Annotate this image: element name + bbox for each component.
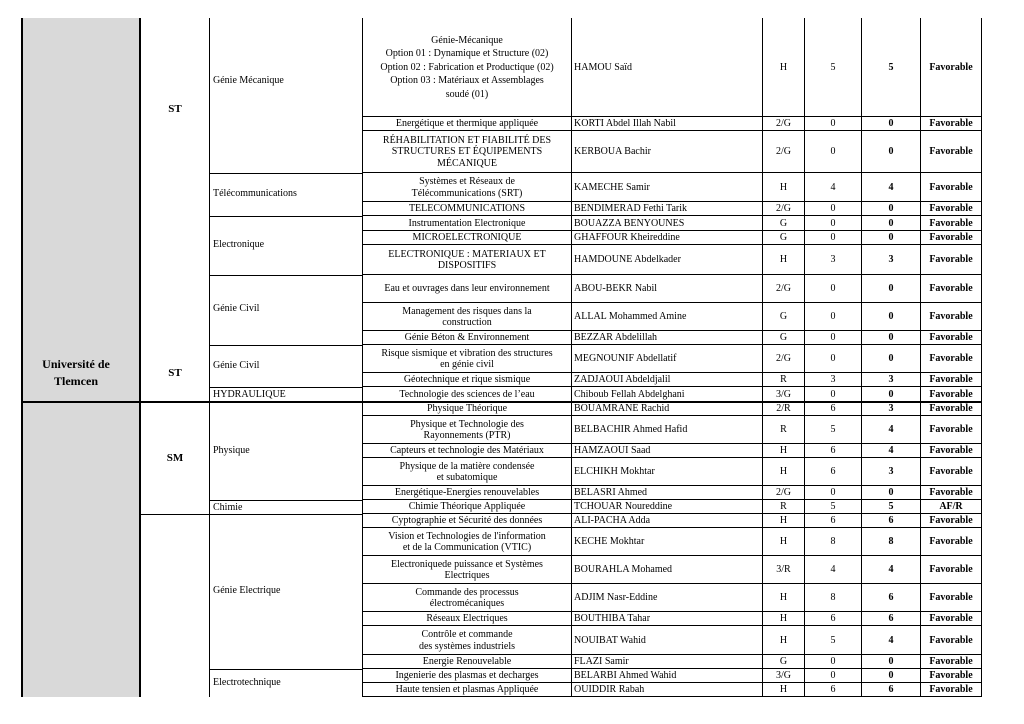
responsable-cell: FLAZI Samir bbox=[574, 656, 629, 668]
approved-count-cell: 8 bbox=[888, 536, 894, 548]
specialite-cell: Haute tensien et plasmas Appliquée bbox=[395, 684, 539, 696]
count-cell: 0 bbox=[830, 203, 836, 215]
count-cell: 0 bbox=[830, 118, 836, 130]
specialite-cell: Energétique et thermique appliquée bbox=[395, 118, 539, 130]
count-cell: 0 bbox=[830, 146, 836, 158]
approved-count-cell: 0 bbox=[888, 283, 894, 295]
count-cell: 5 bbox=[830, 61, 836, 73]
avis-cell: Favorable bbox=[929, 684, 973, 696]
approved-count-cell: 5 bbox=[888, 501, 894, 513]
responsable-cell: HAMOU Saïd bbox=[574, 61, 633, 73]
count-cell: 4 bbox=[830, 564, 836, 576]
responsable-cell: NOUIBAT Wahid bbox=[574, 634, 646, 646]
specialite-cell: Physique de la matière condensée et subatomique bbox=[399, 460, 535, 483]
count-cell: 5 bbox=[830, 501, 836, 513]
responsable-cell: KORTI Abdel Illah Nabil bbox=[574, 118, 676, 130]
specialite-cell: Technologie des sciences de l’eau bbox=[399, 388, 535, 400]
approved-count-cell: 3 bbox=[888, 254, 894, 266]
avis-cell: Favorable bbox=[929, 445, 973, 457]
table-row bbox=[0, 669, 1024, 683]
responsable-cell: BOURAHLA Mohamed bbox=[574, 564, 673, 576]
avis-cell: AF/R bbox=[939, 501, 963, 513]
filiere-label: Génie Electrique bbox=[213, 585, 281, 596]
row-divider bbox=[363, 696, 982, 697]
filiere-label: HYDRAULIQUE bbox=[213, 389, 286, 400]
grade-cell: R bbox=[780, 374, 787, 386]
table-row bbox=[0, 528, 1024, 556]
responsable-cell: KAMECHE Samir bbox=[574, 181, 650, 193]
approved-count-cell: 4 bbox=[888, 634, 894, 646]
approved-count-cell: 6 bbox=[888, 592, 894, 604]
approved-count-cell: 0 bbox=[888, 217, 894, 229]
responsable-cell: KECHE Mokhtar bbox=[574, 536, 645, 548]
grade-cell: H bbox=[779, 684, 788, 696]
approved-count-cell: 0 bbox=[888, 670, 894, 682]
count-cell: 0 bbox=[830, 217, 836, 229]
grade-cell: H bbox=[779, 181, 788, 193]
specialite-cell: Physique Théorique bbox=[426, 403, 508, 415]
count-cell: 0 bbox=[830, 311, 836, 323]
approved-count-cell: 4 bbox=[888, 564, 894, 576]
responsable-cell: BELARBI Ahmed Wahid bbox=[574, 670, 677, 682]
responsable-cell: BOUAZZA BENYOUNES bbox=[574, 217, 685, 229]
filiere-label: Electrotechnique bbox=[213, 677, 281, 688]
grade-cell: H bbox=[779, 254, 788, 266]
count-cell: 8 bbox=[830, 592, 836, 604]
count-cell: 6 bbox=[830, 684, 836, 696]
avis-cell: Favorable bbox=[929, 613, 973, 625]
approved-count-cell: 6 bbox=[888, 515, 894, 527]
table-row bbox=[0, 416, 1024, 444]
specialite-cell: Physique et Technologie des Rayonnements (PTR) bbox=[410, 418, 524, 441]
avis-cell: Favorable bbox=[929, 118, 973, 130]
approved-count-cell: 5 bbox=[888, 61, 894, 73]
approved-count-cell: 0 bbox=[888, 388, 894, 400]
specialite-cell: Energie Renouvelable bbox=[422, 656, 512, 668]
specialite-cell: Electroniquede puissance et Systèmes Electriques bbox=[391, 558, 543, 581]
table-row bbox=[0, 402, 1024, 416]
responsable-cell: OUIDDIR Rabah bbox=[574, 684, 645, 696]
avis-cell: Favorable bbox=[929, 656, 973, 668]
grade-cell: 2/G bbox=[776, 146, 791, 158]
count-cell: 0 bbox=[830, 670, 836, 682]
avis-cell: Favorable bbox=[929, 254, 973, 266]
table-row bbox=[0, 584, 1024, 612]
count-cell: 0 bbox=[830, 388, 836, 400]
count-cell: 3 bbox=[830, 254, 836, 266]
count-cell: 0 bbox=[830, 283, 836, 295]
avis-cell: Favorable bbox=[929, 403, 973, 415]
table-row bbox=[0, 131, 1024, 173]
responsable-cell: BEZZAR Abdelillah bbox=[574, 332, 658, 344]
approved-count-cell: 6 bbox=[888, 613, 894, 625]
table-row bbox=[0, 683, 1024, 697]
responsable-cell: KERBOUA Bachir bbox=[574, 146, 651, 158]
specialite-cell: TELECOMMUNICATIONS bbox=[408, 203, 526, 215]
table-row bbox=[0, 626, 1024, 655]
table-row bbox=[0, 117, 1024, 131]
grade-cell: G bbox=[779, 332, 788, 344]
grade-cell: H bbox=[779, 634, 788, 646]
count-cell: 0 bbox=[830, 232, 836, 244]
specialite-cell: MICROELECTRONIQUE bbox=[412, 232, 522, 244]
avis-cell: Favorable bbox=[929, 374, 973, 386]
count-cell: 0 bbox=[830, 656, 836, 668]
approved-count-cell: 0 bbox=[888, 332, 894, 344]
grade-cell: 3/G bbox=[776, 670, 791, 682]
count-cell: 6 bbox=[830, 466, 836, 478]
responsable-cell: ZADJAOUI Abdeldjalil bbox=[574, 374, 671, 386]
approved-count-cell: 3 bbox=[888, 403, 894, 415]
responsable-cell: ELCHIKH Mokhtar bbox=[574, 466, 655, 478]
responsable-cell: ABOU-BEKR Nabil bbox=[574, 283, 658, 295]
specialite-cell: Risque sismique et vibration des structures en génie civil bbox=[381, 347, 553, 370]
count-cell: 5 bbox=[830, 634, 836, 646]
grade-cell: H bbox=[779, 515, 788, 527]
avis-cell: Favorable bbox=[929, 353, 973, 365]
specialite-cell: RÉHABILITATION ET FIABILITÉ DES STRUCTURES ET ÉQUIPEMENTS MÉCANIQUE bbox=[382, 134, 552, 169]
table-row bbox=[0, 444, 1024, 458]
grade-cell: 2/G bbox=[776, 118, 791, 130]
approved-count-cell: 0 bbox=[888, 118, 894, 130]
responsable-cell: ALI-PACHA Adda bbox=[574, 515, 651, 527]
approved-count-cell: 0 bbox=[888, 487, 894, 499]
specialite-cell: Cyptographie et Sécurité des données bbox=[391, 515, 543, 527]
count-cell: 0 bbox=[830, 487, 836, 499]
grade-cell: 3/R bbox=[776, 564, 791, 576]
approved-count-cell: 0 bbox=[888, 232, 894, 244]
grade-cell: H bbox=[779, 613, 788, 625]
responsable-cell: ADJIM Nasr-Eddine bbox=[574, 592, 658, 604]
count-cell: 6 bbox=[830, 445, 836, 457]
table-row bbox=[0, 275, 1024, 303]
table-row bbox=[0, 612, 1024, 626]
avis-cell: Favorable bbox=[929, 181, 973, 193]
avis-cell: Favorable bbox=[929, 515, 973, 527]
count-cell: 3 bbox=[830, 374, 836, 386]
responsable-cell: MEGNOUNIF Abdellatif bbox=[574, 353, 677, 365]
approved-count-cell: 4 bbox=[888, 181, 894, 193]
avis-cell: Favorable bbox=[929, 536, 973, 548]
grade-cell: G bbox=[779, 311, 788, 323]
avis-cell: Favorable bbox=[929, 232, 973, 244]
specialite-cell: Instrumentation Electronique bbox=[408, 217, 526, 229]
domaine-label: ST bbox=[168, 103, 182, 115]
responsable-cell: GHAFFOUR Kheireddine bbox=[574, 232, 680, 244]
grade-cell: H bbox=[779, 61, 788, 73]
specialite-cell: Energétique-Energies renouvelables bbox=[394, 487, 540, 499]
grade-cell: H bbox=[779, 536, 788, 548]
specialite-cell: Eau et ouvrages dans leur environnement bbox=[384, 283, 550, 295]
responsable-cell: Chiboub Fellah Abdelghani bbox=[574, 388, 685, 400]
avis-cell: Favorable bbox=[929, 332, 973, 344]
count-cell: 6 bbox=[830, 613, 836, 625]
responsable-cell: ALLAL Mohammed Amine bbox=[574, 311, 687, 323]
domaine-label: SM bbox=[166, 452, 184, 464]
count-cell: 0 bbox=[830, 332, 836, 344]
avis-cell: Favorable bbox=[929, 146, 973, 158]
filiere-label: Chimie bbox=[213, 502, 243, 513]
specialite-cell: Management des risques dans la construction bbox=[402, 305, 532, 328]
approved-count-cell: 0 bbox=[888, 146, 894, 158]
count-cell: 6 bbox=[830, 515, 836, 527]
etablissement-label: Université de Tlemcen bbox=[42, 357, 110, 388]
avis-cell: Favorable bbox=[929, 217, 973, 229]
responsable-cell: HAMDOUNE Abdelkader bbox=[574, 254, 681, 266]
table-row bbox=[0, 331, 1024, 345]
responsable-cell: BOUTHIBA Tahar bbox=[574, 613, 651, 625]
approved-count-cell: 6 bbox=[888, 684, 894, 696]
avis-cell: Favorable bbox=[929, 670, 973, 682]
specialite-cell: Réseaux Electriques bbox=[426, 613, 508, 625]
grade-cell: R bbox=[780, 424, 787, 436]
grade-cell: 2/G bbox=[776, 487, 791, 499]
grade-cell: R bbox=[780, 501, 787, 513]
avis-cell: Favorable bbox=[929, 311, 973, 323]
table-row bbox=[0, 514, 1024, 528]
specialite-cell: ELECTRONIQUE : MATERIAUX ET DISPOSITIFS bbox=[388, 248, 546, 271]
grade-cell: 2/G bbox=[776, 353, 791, 365]
approved-count-cell: 3 bbox=[888, 466, 894, 478]
specialite-cell: Contrôle et commande des systèmes industriels bbox=[418, 629, 516, 652]
avis-cell: Favorable bbox=[929, 388, 973, 400]
table-row bbox=[0, 216, 1024, 231]
specialite-cell: Génie-Mécanique Option 01 : Dynamique et Structure (02) Option 02 : Fabrication et Productique (02) Option 03 : Matériaux et Assemblages soudé (01) bbox=[380, 34, 554, 100]
specialite-cell: Ingenierie des plasmas et decharges bbox=[395, 670, 539, 682]
responsable-cell: BELBACHIR Ahmed Hafid bbox=[574, 424, 688, 436]
approved-count-cell: 4 bbox=[888, 445, 894, 457]
grade-cell: G bbox=[779, 656, 788, 668]
filiere-label: Génie Civil bbox=[213, 303, 260, 314]
avis-cell: Favorable bbox=[929, 564, 973, 576]
specialite-cell: Commande des processus électromécaniques bbox=[415, 586, 519, 609]
specialite-cell: Systèmes et Réseaux de Télécommunications (SRT) bbox=[411, 176, 523, 199]
count-cell: 5 bbox=[830, 424, 836, 436]
filiere-label: Génie Mécanique bbox=[213, 75, 284, 86]
grade-cell: H bbox=[779, 592, 788, 604]
avis-cell: Favorable bbox=[929, 487, 973, 499]
avis-cell: Favorable bbox=[929, 61, 973, 73]
grade-cell: H bbox=[779, 445, 788, 457]
specialite-cell: Chimie Théorique Appliquée bbox=[408, 501, 526, 513]
table-row bbox=[0, 373, 1024, 387]
avis-cell: Favorable bbox=[929, 634, 973, 646]
grade-cell: 2/R bbox=[776, 403, 791, 415]
count-cell: 8 bbox=[830, 536, 836, 548]
table-row bbox=[0, 486, 1024, 500]
table-row bbox=[0, 18, 1024, 117]
avis-cell: Favorable bbox=[929, 592, 973, 604]
table-row bbox=[0, 458, 1024, 486]
table-row bbox=[0, 345, 1024, 373]
responsable-cell: TCHOUAR Noureddine bbox=[574, 501, 673, 513]
grade-cell: G bbox=[779, 232, 788, 244]
responsable-cell: BENDIMERAD Fethi Tarik bbox=[574, 203, 687, 215]
approved-count-cell: 4 bbox=[888, 424, 894, 436]
grade-cell: H bbox=[779, 466, 788, 478]
approved-count-cell: 0 bbox=[888, 656, 894, 668]
grade-cell: 2/G bbox=[776, 283, 791, 295]
grade-cell: 2/G bbox=[776, 203, 791, 215]
specialite-cell: Génie Béton & Environnement bbox=[404, 332, 530, 344]
table-row bbox=[0, 500, 1024, 514]
grade-cell: 3/G bbox=[776, 388, 791, 400]
domaine-label: ST bbox=[168, 367, 182, 379]
approved-count-cell: 0 bbox=[888, 311, 894, 323]
specialite-cell: Capteurs et technologie des Matériaux bbox=[390, 445, 544, 457]
table-row bbox=[0, 202, 1024, 216]
count-cell: 6 bbox=[830, 403, 836, 415]
specialite-cell: Vision et Technologies de l'information et de la Communication (VTIC) bbox=[388, 530, 546, 553]
responsable-cell: BOUAMRANE Rachid bbox=[574, 403, 670, 415]
approved-count-cell: 0 bbox=[888, 203, 894, 215]
table-row bbox=[0, 245, 1024, 275]
avis-cell: Favorable bbox=[929, 203, 973, 215]
specialite-cell: Géotechnique et rique sismique bbox=[403, 374, 531, 386]
avis-cell: Favorable bbox=[929, 424, 973, 436]
avis-cell: Favorable bbox=[929, 283, 973, 295]
filiere-label: Electronique bbox=[213, 239, 265, 250]
table-row bbox=[0, 173, 1024, 202]
table-row bbox=[0, 655, 1024, 669]
count-cell: 0 bbox=[830, 353, 836, 365]
table-row bbox=[0, 231, 1024, 245]
approved-count-cell: 3 bbox=[888, 374, 894, 386]
responsable-cell: HAMZAOUI Saad bbox=[574, 445, 651, 457]
table-row bbox=[0, 387, 1024, 402]
filiere-label: Génie Civil bbox=[213, 360, 260, 371]
table-row bbox=[0, 556, 1024, 584]
table-row bbox=[0, 303, 1024, 331]
avis-cell: Favorable bbox=[929, 466, 973, 478]
count-cell: 4 bbox=[830, 181, 836, 193]
filiere-label: Physique bbox=[213, 445, 250, 456]
grade-cell: G bbox=[779, 217, 788, 229]
filiere-label: Télécommunications bbox=[213, 188, 297, 199]
responsable-cell: BELASRI Ahmed bbox=[574, 487, 648, 499]
approved-count-cell: 0 bbox=[888, 353, 894, 365]
